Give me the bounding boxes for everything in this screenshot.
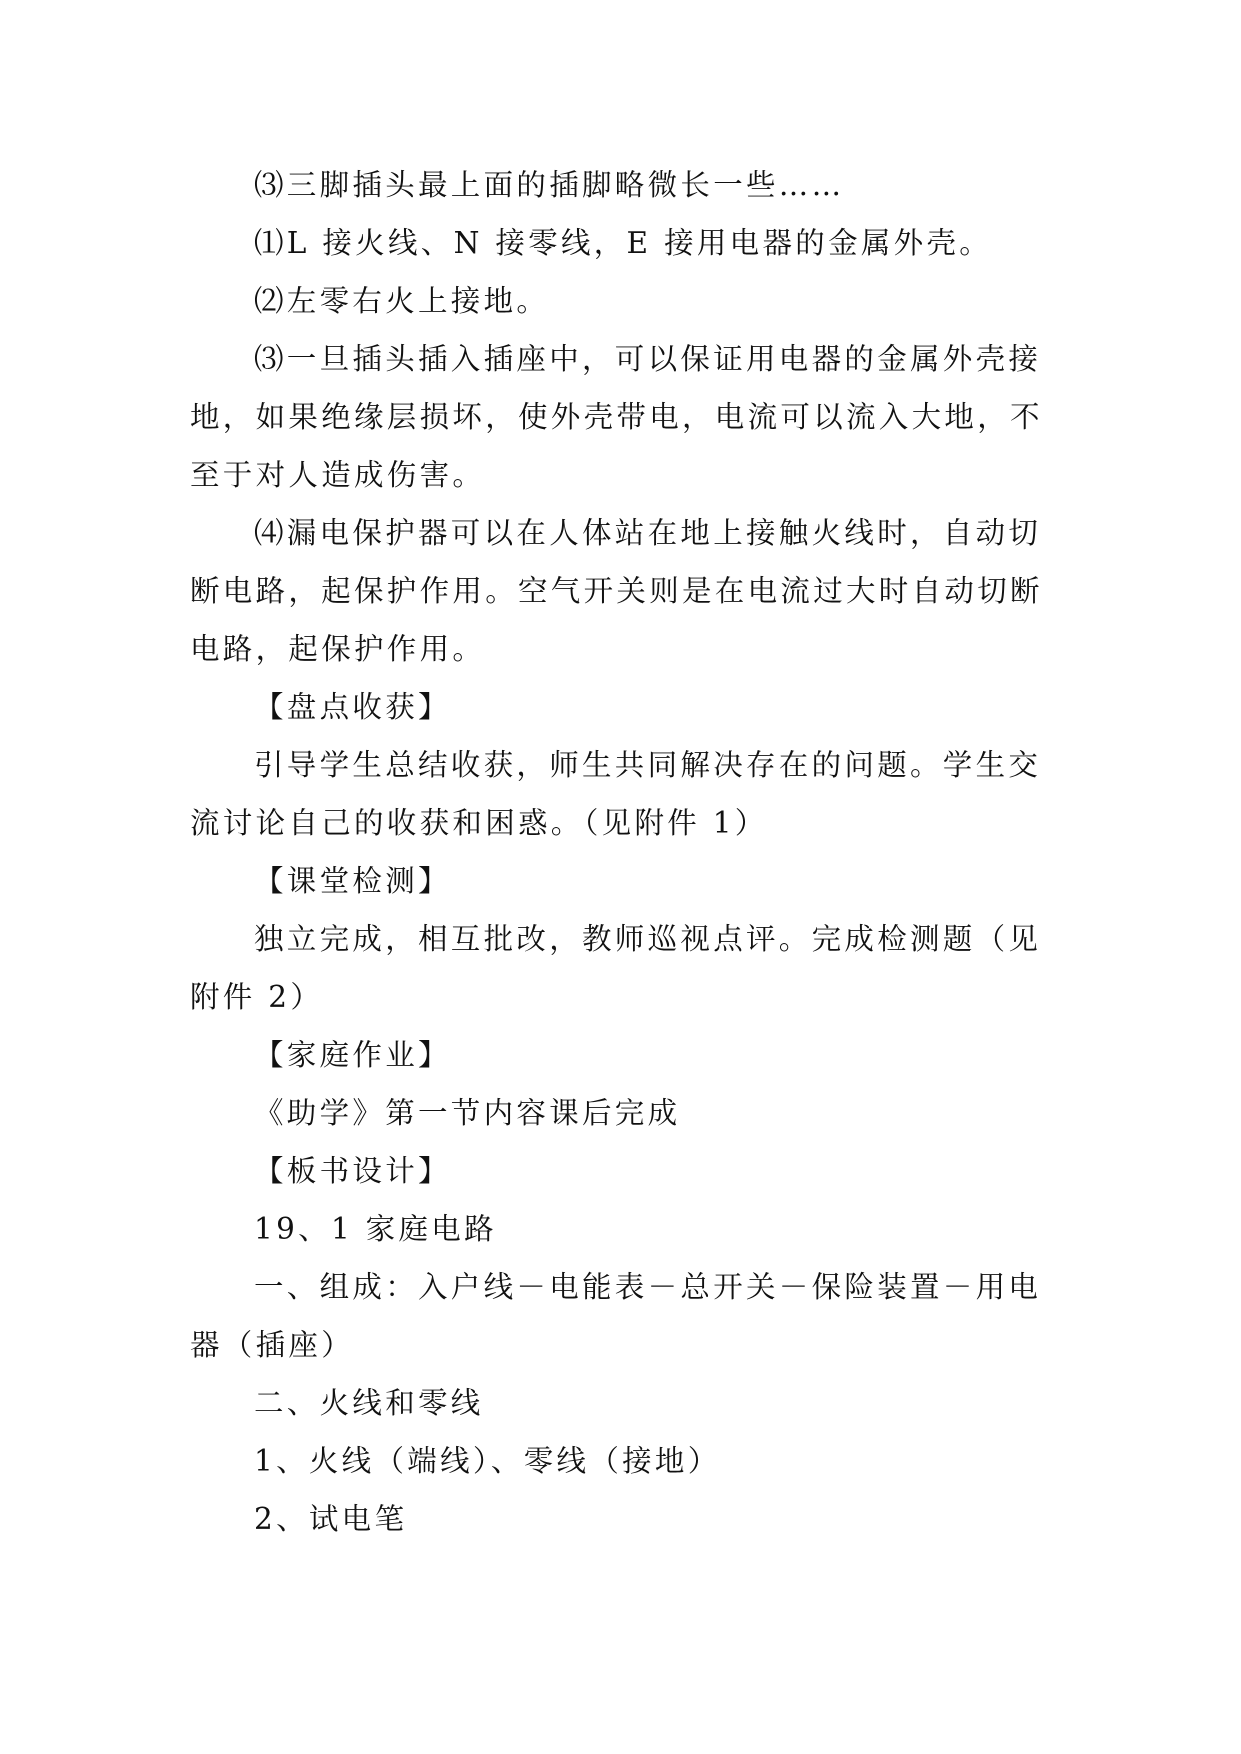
paragraph-summary: 引导学生总结收获，师生共同解决存在的问题。学生交流讨论自己的收获和困惑。（见附件 1） (190, 748, 1042, 840)
board-item-composition: 一、组成：入户线－电能表－总开关－保险装置－用电器（插座） (190, 1270, 1042, 1362)
paragraph-class-test: 独立完成，相互批改，教师巡视点评。完成检测题（见附件 2） (190, 922, 1042, 1014)
paragraph-plug-pin: ⑶三脚插头最上面的插脚略微长一些…… (254, 168, 845, 202)
paragraph-homework: 《助学》第一节内容课后完成 (254, 1096, 681, 1130)
paragraph-protector: ⑷漏电保护器可以在人体站在地上接触火线时，自动切断电路，起保护作用。空气开关则是在电流过大时自动切断电路，起保护作用。 (190, 516, 1043, 666)
section-heading-board-design: 【板书设计】 (254, 1154, 451, 1188)
section-heading-summary: 【盘点收获】 (254, 690, 451, 724)
document-body (190, 156, 1052, 1548)
board-subitem-2: 2、试电笔 (254, 1502, 408, 1536)
board-item-live-neutral: 二、火线和零线 (254, 1386, 484, 1420)
board-subitem-1: 1、火线（端线）、零线（接地） (254, 1444, 721, 1478)
paragraph-wiring-labels: ⑴L 接火线、N 接零线，E 接用电器的金属外壳。 (254, 226, 993, 260)
section-heading-homework: 【家庭作业】 (254, 1038, 451, 1072)
section-heading-class-test: 【课堂检测】 (254, 864, 451, 898)
board-title: 19、1 家庭电路 (254, 1212, 497, 1246)
paragraph-grounding: ⑶一旦插头插入插座中，可以保证用电器的金属外壳接地，如果绝缘层损坏，使外壳带电，电流可以流入大地，不至于对人造成伤害。 (190, 342, 1043, 492)
paragraph-socket-rule: ⑵左零右火上接地。 (254, 284, 550, 318)
